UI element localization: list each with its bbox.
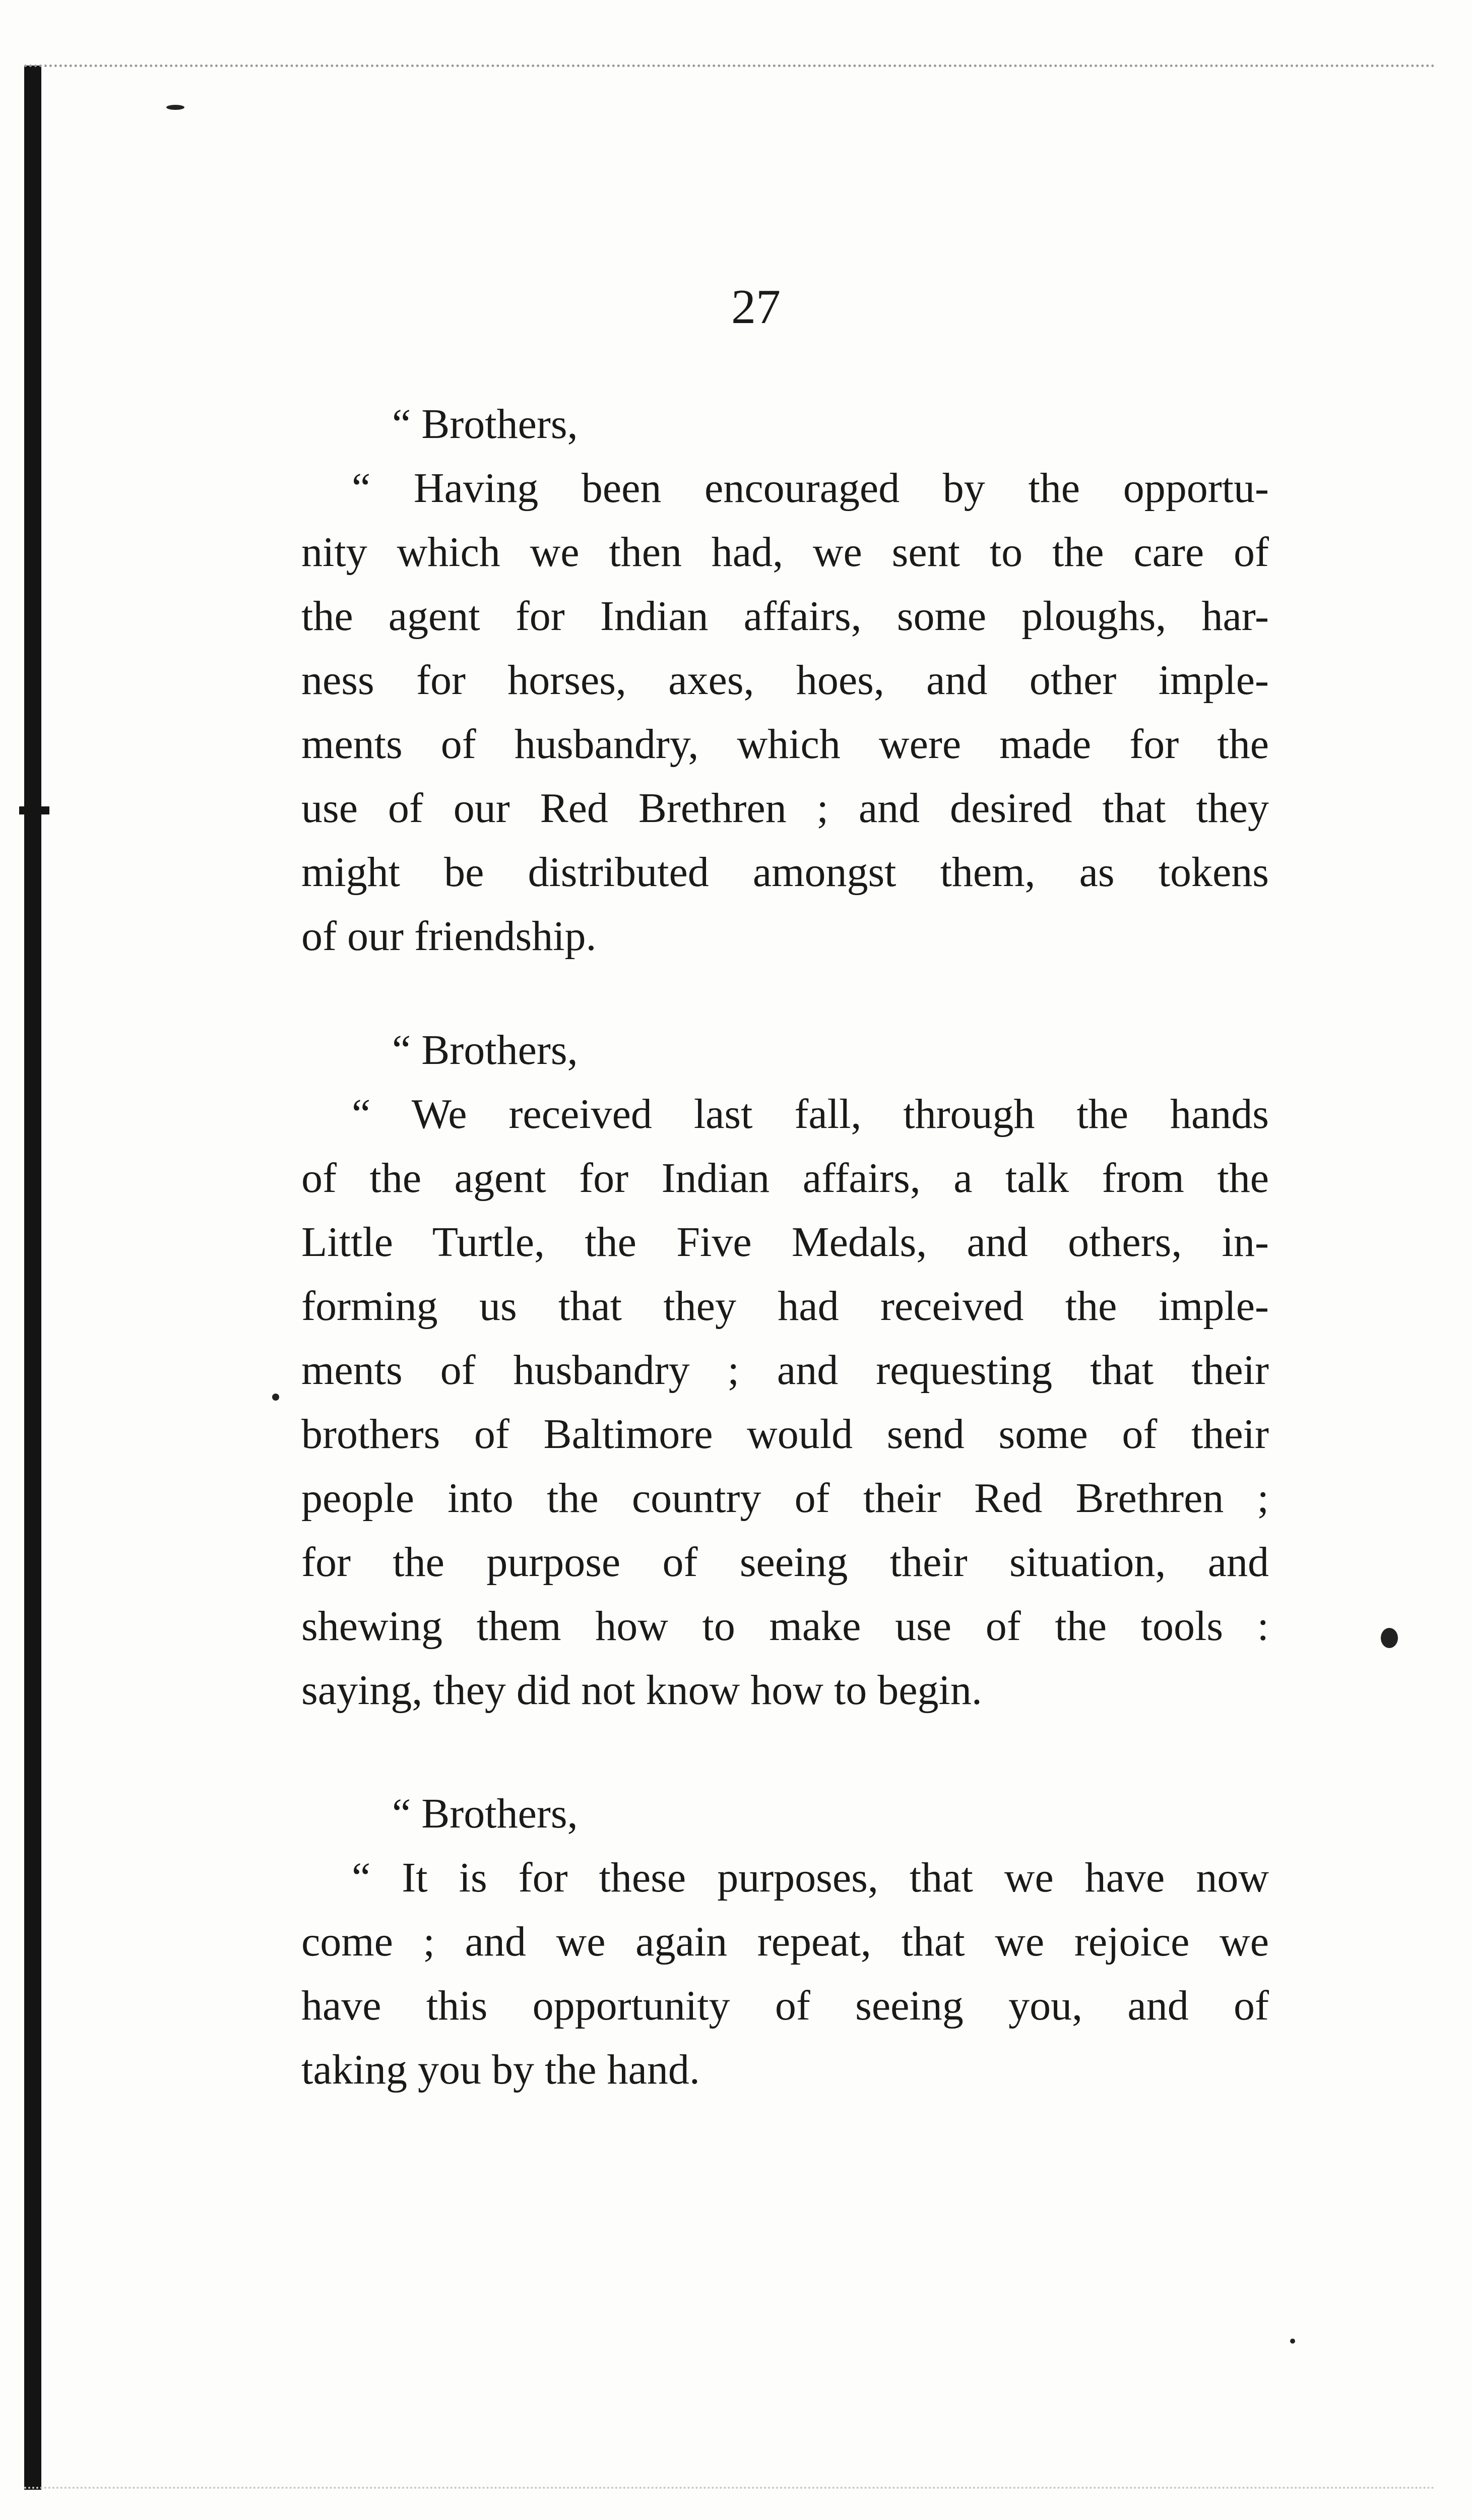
paragraph-3 [301, 1782, 1269, 2102]
paragraph-1 [301, 392, 1269, 968]
top-scan-edge [24, 65, 1435, 67]
ink-speck [1381, 1628, 1398, 1648]
text-line: forming us that they had received the imple- [301, 1283, 1269, 1330]
text-line: ments of husbandry, which were made for the [301, 721, 1269, 768]
binding-notch [19, 806, 49, 814]
salutation-2: “ Brothers, [392, 1027, 578, 1074]
text-line: for the purpose of seeing their situation, and [301, 1539, 1269, 1586]
text-line: brothers of Baltimore would send some of their [301, 1411, 1269, 1458]
ink-speck [1290, 2339, 1295, 2344]
text-line: shewing them how to make use of the tools : [301, 1603, 1269, 1650]
page-number: 27 [731, 280, 781, 334]
salutation-3: “ Brothers, [392, 1790, 578, 1837]
text-line: nity which we then had, we sent to the care of [301, 529, 1269, 576]
text-line: taking you by the hand. [301, 2046, 700, 2093]
text-line: “ We received last fall, through the hands [352, 1091, 1269, 1138]
text-line: the agent for Indian affairs, some ploughs, har- [301, 593, 1269, 640]
text-line: use of our Red Brethren ; and desired that they [301, 785, 1269, 832]
text-line: of the agent for Indian affairs, a talk from the [301, 1155, 1269, 1202]
text-line: might be distributed amongst them, as tokens [301, 849, 1269, 896]
text-line: saying, they did not know how to begin. [301, 1667, 982, 1714]
text-line: “ Having been encouraged by the opportu- [352, 465, 1269, 512]
ink-speck [272, 1394, 279, 1401]
text-line: ness for horses, axes, hoes, and other imple- [301, 657, 1269, 704]
paragraph-2 [301, 1018, 1269, 1722]
text-line: Little Turtle, the Five Medals, and others, in- [301, 1219, 1269, 1266]
salutation-1: “ Brothers, [392, 401, 578, 448]
binding-edge [24, 66, 41, 2490]
ink-speck [166, 105, 184, 110]
text-line: people into the country of their Red Brethren ; [301, 1475, 1269, 1522]
text-line: come ; and we again repeat, that we rejoice we [301, 1918, 1269, 1965]
text-line: “ It is for these purposes, that we have now [352, 1854, 1269, 1901]
text-line: have this opportunity of seeing you, and of [301, 1982, 1269, 2029]
text-line: of our friendship. [301, 913, 597, 960]
text-line: ments of husbandry ; and requesting that their [301, 1347, 1269, 1394]
bottom-scan-edge [24, 2487, 1435, 2489]
